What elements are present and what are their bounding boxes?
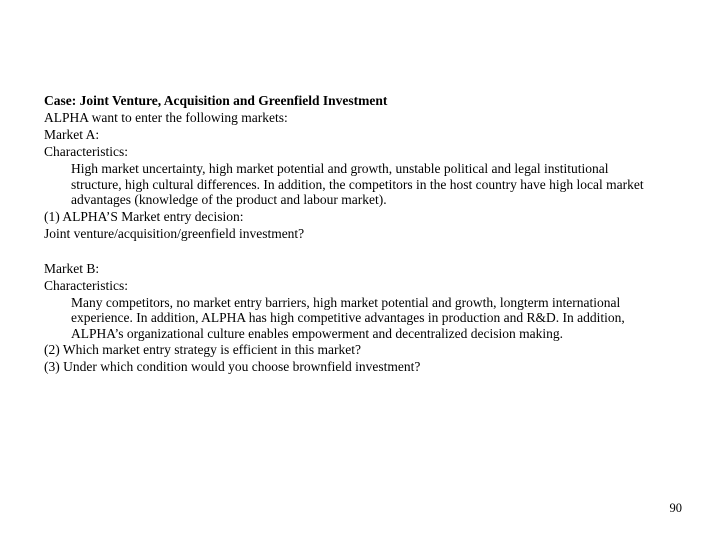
market-a-description: High market uncertainty, high market potential and growth, unstable political and legal institutional structure, high cultural differences. In addition, the competitors in the host country have high local market advantages (knowledge of the product and labour market).	[71, 161, 644, 207]
market-b-heading: Market B:	[44, 260, 100, 276]
market-a-options: Joint venture/acquisition/greenfield investment?	[44, 225, 305, 241]
market-a-characteristics-label: Characteristics:	[44, 144, 128, 159]
market-a-heading: Market A:	[44, 127, 100, 142]
market-b-question-2: (2) Which market entry strategy is efficient in this market?	[44, 342, 362, 357]
market-b-question-3: (3) Under which condition would you choose brownfield investment?	[44, 359, 421, 374]
market-b-description: Many competitors, no market entry barriers, high market potential and growth, longterm international experience. In addition, ALPHA has high competitive advantages in production and R&D. In addition, ALPHA’s organizational culture enables empowerment and decentralized decision making.	[71, 294, 625, 341]
section-spacer	[44, 242, 684, 260]
intro-text: ALPHA want to enter the following markets:	[44, 110, 288, 125]
market-b-characteristics-label: Characteristics:	[44, 277, 128, 293]
market-a-question: (1) ALPHA’S Market entry decision:	[44, 208, 244, 224]
slide-content	[44, 92, 684, 375]
page-number: 90	[669, 501, 682, 515]
slide-title: Case: Joint Venture, Acquisition and Greenfield Investment	[44, 93, 388, 108]
